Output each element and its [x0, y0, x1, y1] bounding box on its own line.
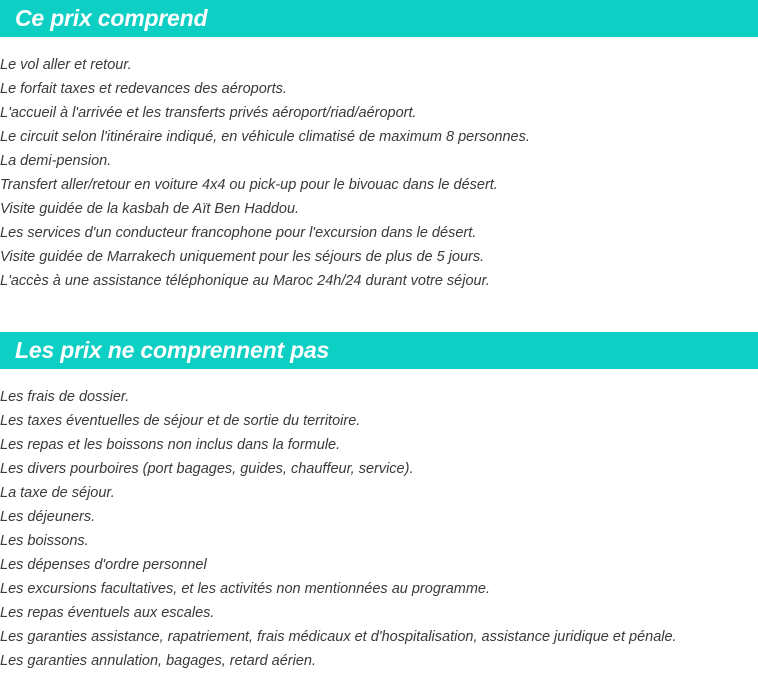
list-item: Les repas éventuels aux escales.	[0, 605, 215, 621]
list-item: Les dépenses d'ordre personnel	[0, 557, 207, 573]
price-includes-header	[0, 0, 758, 37]
list-item: Transfert aller/retour en voiture 4x4 ou pick-up pour le bivouac dans le désert.	[0, 177, 498, 193]
list-item: Les taxes éventuelles de séjour et de sortie du territoire.	[0, 413, 361, 429]
price-includes-list	[0, 37, 758, 293]
list-item: Le vol aller et retour.	[0, 57, 132, 73]
list-item: Les garanties assistance, rapatriement, frais médicaux et d'hospitalisation, assistance juridique et pénale.	[0, 629, 677, 645]
price-excludes-section	[0, 332, 758, 673]
price-excludes-list	[0, 369, 758, 673]
list-item: Visite guidée de la kasbah de Aït Ben Haddou.	[0, 201, 300, 217]
list-item: Les excursions facultatives, et les activités non mentionnées au programme.	[0, 581, 491, 597]
list-item: Les déjeuners.	[0, 509, 96, 525]
list-item: Les frais de dossier.	[0, 389, 130, 405]
list-item: Les garanties annulation, bagages, retard aérien.	[0, 653, 316, 669]
list-item: L'accueil à l'arrivée et les transferts privés aéroport/riad/aéroport.	[0, 105, 417, 121]
list-item: Visite guidée de Marrakech uniquement pour les séjours de plus de 5 jours.	[0, 249, 485, 265]
list-item: La taxe de séjour.	[0, 485, 115, 501]
list-item: Les repas et les boissons non inclus dans la formule.	[0, 437, 341, 453]
price-includes-section	[0, 0, 758, 293]
price-excludes-title: Les prix ne comprennent pas	[15, 337, 330, 363]
list-item: Les services d'un conducteur francophone pour l'excursion dans le désert.	[0, 225, 477, 241]
list-item: La demi-pension.	[0, 153, 112, 169]
price-includes-title: Ce prix comprend	[15, 5, 208, 31]
list-item: Les boissons.	[0, 533, 89, 549]
list-item: Le forfait taxes et redevances des aéroports.	[0, 81, 287, 97]
list-item: Le circuit selon l'itinéraire indiqué, en véhicule climatisé de maximum 8 personnes.	[0, 129, 530, 145]
price-excludes-header	[0, 332, 758, 369]
list-item: L'accès à une assistance téléphonique au Maroc 24h/24 durant votre séjour.	[0, 273, 490, 289]
list-item: Les divers pourboires (port bagages, guides, chauffeur, service).	[0, 461, 414, 477]
